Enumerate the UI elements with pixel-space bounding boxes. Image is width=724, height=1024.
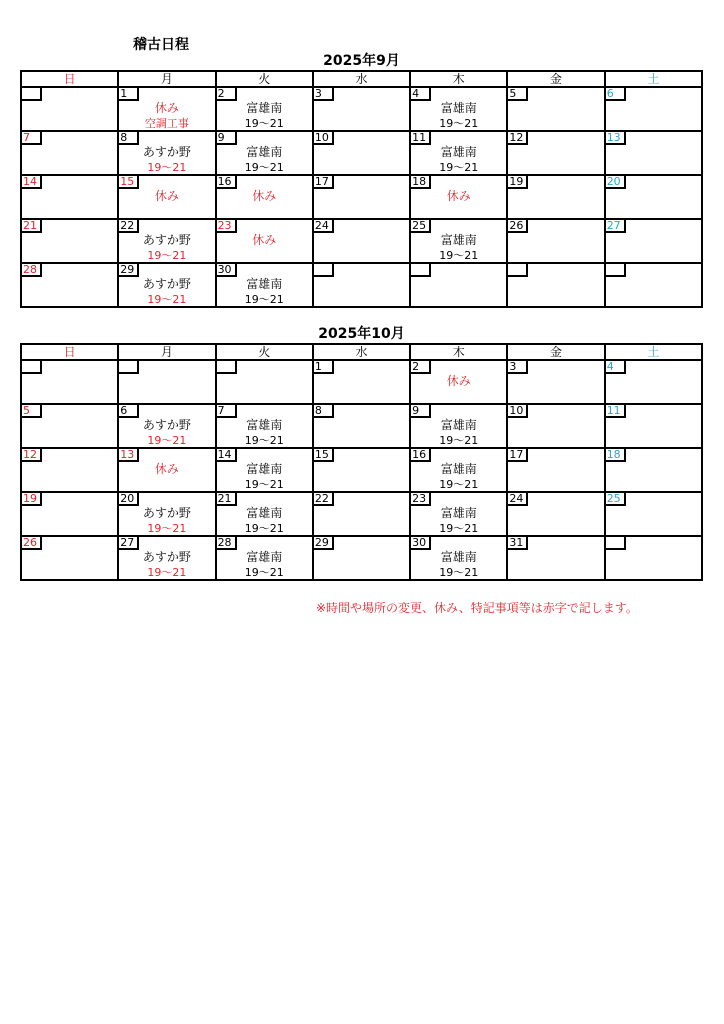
day-cell bbox=[507, 404, 604, 448]
day-cell bbox=[410, 492, 507, 536]
weekday-header: 火 bbox=[216, 344, 313, 360]
calendar-october bbox=[20, 325, 703, 581]
day-number: 10 bbox=[507, 404, 528, 418]
day-number: 27 bbox=[605, 219, 626, 233]
day-number: 3 bbox=[507, 360, 528, 374]
day-number: 16 bbox=[216, 175, 237, 189]
day-number: 12 bbox=[507, 131, 528, 145]
day-cell bbox=[507, 360, 604, 404]
calendar-grid bbox=[20, 70, 703, 308]
event-label: 富雄南 bbox=[246, 550, 283, 564]
week-row bbox=[21, 131, 702, 175]
day-cell bbox=[21, 219, 118, 263]
event-label: 富雄南 bbox=[246, 145, 283, 159]
day-number: 17 bbox=[313, 175, 334, 189]
day-number: 3 bbox=[313, 87, 334, 101]
day-number: 1 bbox=[118, 87, 139, 101]
day-cell bbox=[118, 492, 215, 536]
event-label: 富雄南 bbox=[440, 418, 477, 432]
event-time: 19〜21 bbox=[244, 566, 284, 579]
day-number: 8 bbox=[118, 131, 139, 145]
day-number: 31 bbox=[507, 536, 528, 550]
day-cell bbox=[216, 404, 313, 448]
day-cell bbox=[507, 175, 604, 219]
day-cell bbox=[21, 536, 118, 580]
day-number: 11 bbox=[605, 404, 626, 418]
day-cell bbox=[313, 219, 410, 263]
day-cell bbox=[605, 360, 702, 404]
day-number: 22 bbox=[313, 492, 334, 506]
day-cell bbox=[216, 536, 313, 580]
day-number: 26 bbox=[21, 536, 42, 550]
week-row bbox=[21, 87, 702, 131]
weekday-header: 木 bbox=[410, 344, 507, 360]
day-cell bbox=[216, 448, 313, 492]
event-label: 富雄南 bbox=[246, 101, 283, 115]
event-label: 休み bbox=[252, 189, 277, 203]
weekday-header: 水 bbox=[313, 344, 410, 360]
day-cell bbox=[313, 404, 410, 448]
day-number: 8 bbox=[313, 404, 334, 418]
event-time: 19〜21 bbox=[439, 566, 479, 579]
event-label: あすか野 bbox=[142, 145, 191, 159]
day-cell bbox=[313, 492, 410, 536]
day-cell bbox=[21, 448, 118, 492]
event-time: 19〜21 bbox=[439, 478, 479, 491]
day-number: 30 bbox=[216, 263, 237, 277]
day-cell bbox=[313, 448, 410, 492]
month-title: 2025年10月 bbox=[318, 326, 405, 342]
day-number: 7 bbox=[21, 131, 42, 145]
day-cell bbox=[216, 175, 313, 219]
day-number: 14 bbox=[216, 448, 237, 462]
day-number: 13 bbox=[605, 131, 626, 145]
day-number: 15 bbox=[118, 175, 139, 189]
day-cell bbox=[118, 536, 215, 580]
day-cell bbox=[507, 536, 604, 580]
day-number: 25 bbox=[410, 219, 431, 233]
day-number: 7 bbox=[216, 404, 237, 418]
calendar-grid bbox=[20, 343, 703, 581]
weekday-header-row bbox=[21, 71, 702, 87]
day-cell bbox=[507, 219, 604, 263]
weekday-header: 火 bbox=[216, 71, 313, 87]
day-cell bbox=[216, 219, 313, 263]
event-time: 19〜21 bbox=[147, 293, 187, 306]
event-time: 19〜21 bbox=[147, 249, 187, 262]
day-number: 14 bbox=[21, 175, 42, 189]
event-time: 19〜21 bbox=[147, 566, 187, 579]
day-cell bbox=[605, 492, 702, 536]
weekday-header: 日 bbox=[21, 71, 118, 87]
day-cell bbox=[21, 87, 118, 131]
week-row bbox=[21, 219, 702, 263]
day-number: 21 bbox=[21, 219, 42, 233]
day-cell bbox=[507, 131, 604, 175]
day-cell bbox=[313, 175, 410, 219]
day-number bbox=[216, 360, 237, 374]
day-cell bbox=[313, 87, 410, 131]
day-number bbox=[313, 263, 334, 277]
day-cell bbox=[118, 131, 215, 175]
event-label: 休み bbox=[446, 189, 471, 203]
day-cell bbox=[507, 448, 604, 492]
day-number: 23 bbox=[410, 492, 431, 506]
day-cell bbox=[410, 131, 507, 175]
event-label: 富雄南 bbox=[246, 462, 283, 476]
event-label: あすか野 bbox=[142, 418, 191, 432]
footnote: ※時間や場所の変更、休み、特記事項等は赤字で記します。 bbox=[316, 601, 638, 615]
calendar-september bbox=[20, 52, 703, 308]
event-time: 19〜21 bbox=[244, 161, 284, 174]
event-label: 富雄南 bbox=[246, 418, 283, 432]
event-label: 富雄南 bbox=[440, 506, 477, 520]
day-number: 24 bbox=[507, 492, 528, 506]
event-time: 19〜21 bbox=[439, 522, 479, 535]
event-label: 富雄南 bbox=[440, 462, 477, 476]
day-cell bbox=[216, 263, 313, 307]
day-cell bbox=[118, 360, 215, 404]
event-label: 休み bbox=[154, 101, 179, 115]
day-number: 2 bbox=[410, 360, 431, 374]
day-number: 1 bbox=[313, 360, 334, 374]
weekday-header-row bbox=[21, 344, 702, 360]
day-number bbox=[21, 87, 42, 101]
week-row bbox=[21, 175, 702, 219]
weekday-header: 土 bbox=[605, 71, 702, 87]
day-number bbox=[605, 263, 626, 277]
day-cell bbox=[605, 87, 702, 131]
week-row bbox=[21, 536, 702, 580]
day-number: 18 bbox=[410, 175, 431, 189]
day-number: 25 bbox=[605, 492, 626, 506]
event-time: 19〜21 bbox=[147, 161, 187, 174]
event-label: 休み bbox=[154, 462, 179, 476]
day-number: 24 bbox=[313, 219, 334, 233]
day-cell bbox=[118, 175, 215, 219]
day-number: 30 bbox=[410, 536, 431, 550]
day-cell bbox=[21, 175, 118, 219]
event-label: 休み bbox=[154, 189, 179, 203]
day-cell bbox=[118, 404, 215, 448]
week-row bbox=[21, 263, 702, 307]
day-cell bbox=[507, 87, 604, 131]
day-number: 18 bbox=[605, 448, 626, 462]
day-cell bbox=[410, 404, 507, 448]
day-cell bbox=[216, 360, 313, 404]
event-time: 19〜21 bbox=[244, 522, 284, 535]
week-row bbox=[21, 360, 702, 404]
event-label: 富雄南 bbox=[440, 145, 477, 159]
day-number: 9 bbox=[410, 404, 431, 418]
day-number: 27 bbox=[118, 536, 139, 550]
day-cell bbox=[21, 360, 118, 404]
day-cell bbox=[507, 492, 604, 536]
page-title: 稽古日程 bbox=[133, 37, 189, 53]
day-number: 9 bbox=[216, 131, 237, 145]
event-label: 富雄南 bbox=[440, 550, 477, 564]
day-number: 15 bbox=[313, 448, 334, 462]
weekday-header: 水 bbox=[313, 71, 410, 87]
event-time: 19〜21 bbox=[147, 434, 187, 447]
day-cell bbox=[118, 448, 215, 492]
day-number bbox=[118, 360, 139, 374]
event-label: 富雄南 bbox=[440, 101, 477, 115]
day-cell bbox=[313, 360, 410, 404]
day-cell bbox=[605, 131, 702, 175]
week-row bbox=[21, 404, 702, 448]
day-number: 13 bbox=[118, 448, 139, 462]
weekday-header: 木 bbox=[410, 71, 507, 87]
day-cell bbox=[313, 536, 410, 580]
day-cell bbox=[21, 404, 118, 448]
day-number: 5 bbox=[21, 404, 42, 418]
day-cell bbox=[410, 360, 507, 404]
day-number: 17 bbox=[507, 448, 528, 462]
day-cell bbox=[313, 131, 410, 175]
day-cell bbox=[410, 536, 507, 580]
event-label: あすか野 bbox=[142, 550, 191, 564]
day-cell bbox=[507, 263, 604, 307]
day-cell bbox=[410, 175, 507, 219]
day-number: 19 bbox=[21, 492, 42, 506]
weekday-header: 月 bbox=[118, 344, 215, 360]
event-label: あすか野 bbox=[142, 233, 191, 247]
event-time: 空調工事 bbox=[144, 117, 189, 130]
week-row bbox=[21, 492, 702, 536]
event-time: 19〜21 bbox=[244, 293, 284, 306]
day-number: 22 bbox=[118, 219, 139, 233]
day-cell bbox=[410, 263, 507, 307]
weekday-header: 月 bbox=[118, 71, 215, 87]
day-number bbox=[507, 263, 528, 277]
day-number: 29 bbox=[118, 263, 139, 277]
day-number: 28 bbox=[216, 536, 237, 550]
day-number: 5 bbox=[507, 87, 528, 101]
day-cell bbox=[216, 87, 313, 131]
day-number: 16 bbox=[410, 448, 431, 462]
day-number: 23 bbox=[216, 219, 237, 233]
event-label: 休み bbox=[446, 374, 471, 388]
day-cell bbox=[21, 492, 118, 536]
day-cell bbox=[605, 404, 702, 448]
day-number: 6 bbox=[605, 87, 626, 101]
month-title: 2025年9月 bbox=[323, 53, 400, 69]
day-number: 6 bbox=[118, 404, 139, 418]
weekday-header: 土 bbox=[605, 344, 702, 360]
day-cell bbox=[410, 87, 507, 131]
event-time: 19〜21 bbox=[439, 117, 479, 130]
day-number: 21 bbox=[216, 492, 237, 506]
day-cell bbox=[216, 131, 313, 175]
day-cell bbox=[605, 219, 702, 263]
day-cell bbox=[216, 492, 313, 536]
event-time: 19〜21 bbox=[244, 478, 284, 491]
event-label: あすか野 bbox=[142, 277, 191, 291]
day-number: 19 bbox=[507, 175, 528, 189]
event-label: 富雄南 bbox=[246, 277, 283, 291]
day-number: 2 bbox=[216, 87, 237, 101]
weekday-header: 金 bbox=[507, 344, 604, 360]
day-number: 28 bbox=[21, 263, 42, 277]
day-number bbox=[410, 263, 431, 277]
day-cell bbox=[21, 131, 118, 175]
event-label: 休み bbox=[252, 233, 277, 247]
day-cell bbox=[118, 263, 215, 307]
day-cell bbox=[605, 263, 702, 307]
day-number: 11 bbox=[410, 131, 431, 145]
event-time: 19〜21 bbox=[439, 249, 479, 262]
event-time: 19〜21 bbox=[439, 434, 479, 447]
event-label: 富雄南 bbox=[246, 506, 283, 520]
day-number: 12 bbox=[21, 448, 42, 462]
weekday-header: 金 bbox=[507, 71, 604, 87]
day-number: 29 bbox=[313, 536, 334, 550]
day-cell bbox=[118, 87, 215, 131]
event-label: あすか野 bbox=[142, 506, 191, 520]
day-number: 4 bbox=[410, 87, 431, 101]
day-number: 4 bbox=[605, 360, 626, 374]
day-number: 20 bbox=[118, 492, 139, 506]
day-cell bbox=[410, 219, 507, 263]
week-row bbox=[21, 448, 702, 492]
event-label: 富雄南 bbox=[440, 233, 477, 247]
day-number bbox=[605, 536, 626, 550]
day-cell bbox=[605, 175, 702, 219]
day-cell bbox=[313, 263, 410, 307]
day-number: 20 bbox=[605, 175, 626, 189]
day-number: 10 bbox=[313, 131, 334, 145]
day-cell bbox=[118, 219, 215, 263]
event-time: 19〜21 bbox=[439, 161, 479, 174]
day-number bbox=[21, 360, 42, 374]
day-number: 26 bbox=[507, 219, 528, 233]
event-time: 19〜21 bbox=[244, 434, 284, 447]
day-cell bbox=[21, 263, 118, 307]
event-time: 19〜21 bbox=[147, 522, 187, 535]
event-time: 19〜21 bbox=[244, 117, 284, 130]
weekday-header: 日 bbox=[21, 344, 118, 360]
day-cell bbox=[410, 448, 507, 492]
day-cell bbox=[605, 448, 702, 492]
day-cell bbox=[605, 536, 702, 580]
